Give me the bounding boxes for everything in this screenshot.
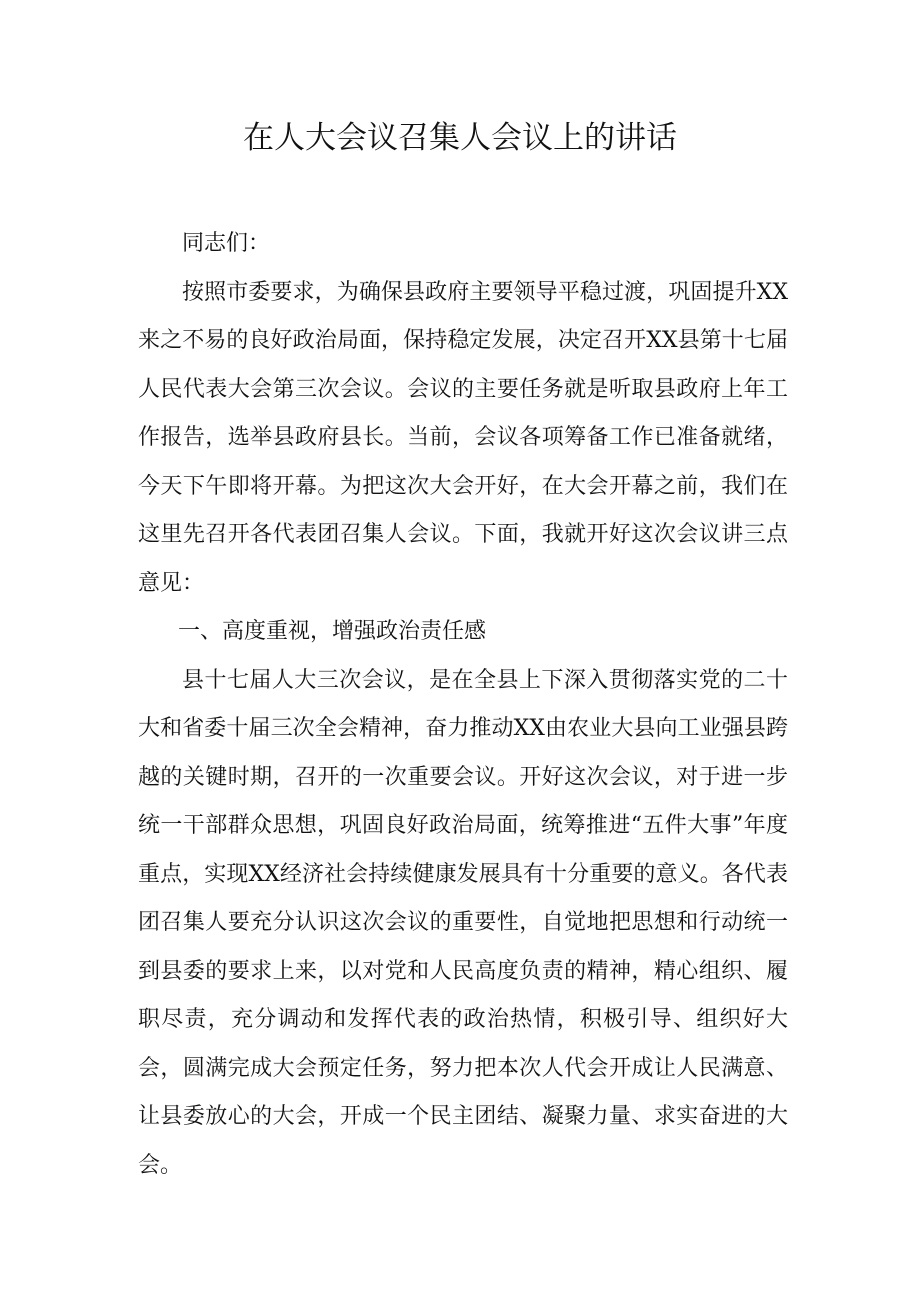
document-body	[138, 220, 788, 1190]
section-1-paragraph: 县十七届人大三次会议，是在全县上下深入贯彻落实党的二十大和省委十届三次全会精神，奋力推动XX由农业大县向工业强县跨越的关键时期，召开的一次重要会议。开好这次会议，对于进一步统一干部群众思想，巩固良好政治局面，统筹推进“五件大事”年度重点，实现XX经济社会持续健康发展具有十分重要的意义。各代表团召集人要充分认识这次会议的重要性，自觉地把思想和行动统一到县委的要求上来，以对党和人民高度负责的精神，精心组织、履职尽责，充分调动和发挥代表的政治热情，积极引导、组织好大会，圆满完成大会预定任务，努力把本次人代会开成让人民满意、让县委放心的大会，开成一个民主团结、凝聚力量、求实奋进的大会。	[138, 667, 788, 1178]
greeting: 同志们：	[182, 231, 271, 256]
section-heading-1: 一、高度重视，增强政治责任感	[178, 619, 487, 644]
document-title: 在人大会议召集人会议上的讲话	[243, 120, 677, 156]
intro-paragraph: 按照市委要求，为确保县政府主要领导平稳过渡，巩固提升XX来之不易的良好政治局面，保持稳定发展，决定召开XX县第十七届人民代表大会第三次会议。会议的主要任务就是听取县政府上年工作报告，选举县政府县长。当前，会议各项筹备工作已准备就绪，今天下午即将开幕。为把这次大会开好，在大会开幕之前，我们在这里先召开各代表团召集人会议。下面，我就开好这次会议讲三点意见：	[138, 279, 788, 596]
